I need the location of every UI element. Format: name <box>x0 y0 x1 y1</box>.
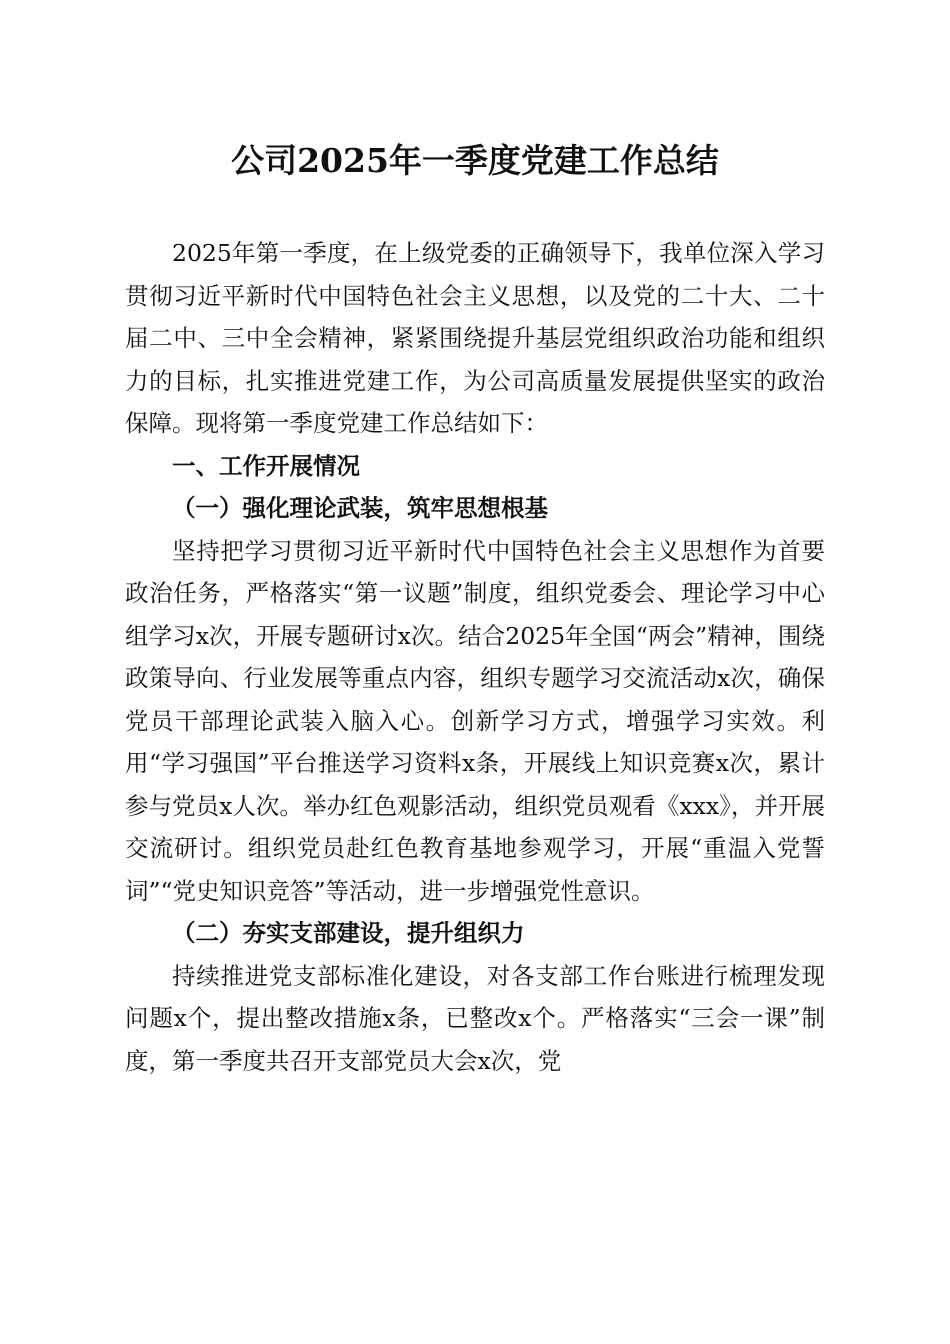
subsection-heading-theory: （一）强化理论武装，筑牢思想根基 <box>172 494 548 522</box>
intro-paragraph: 2025年第一季度，在上级党委的正确领导下，我单位深入学习贯彻习近平新时代中国特色社会主义思想，以及党的二十大、二十届二中、三中全会精神，紧紧围绕提升基层党组织政治功能和组织力的目标，扎实推进党建工作，为公司高质量发展提供坚实的政治保障。现将第一季度党建工作总结如下： <box>125 239 825 437</box>
document-body <box>125 232 825 1082</box>
subsection-heading-branch: （二）夯实支部建设，提升组织力 <box>172 919 525 947</box>
document-title: 公司2025年一季度党建工作总结 <box>231 141 719 180</box>
subsection-paragraph-theory: 坚持把学习贯彻习近平新时代中国特色社会主义思想作为首要政治任务，严格落实“第一议题”制度，组织党委会、理论学习中心组学习x次，开展专题研讨x次。结合2025年全国“两会”精神，围绕政策导向、行业发展等重点内容，组织专题学习交流活动x次，确保党员干部理论武装入脑入心。创新学习方式，增强学习实效。利用“学习强国”平台推送学习资料x条，开展线上知识竞赛x次，累计参与党员x人次。举办红色观影活动，组织党员观看《xxx》，并开展交流研讨。组织党员赴红色教育基地参观学习，开展“重温入党誓词”“党史知识竞答”等活动，进一步增强党性意识。 <box>125 536 825 905</box>
subsection-paragraph-branch: 持续推进党支部标准化建设，对各支部工作台账进行梳理发现问题x个，提出整改措施x条，已整改x个。严格落实“三会一课”制度，第一季度共召开支部党员大会x次，党 <box>125 961 825 1075</box>
section-heading-work-progress: 一、工作开展情况 <box>172 451 360 480</box>
